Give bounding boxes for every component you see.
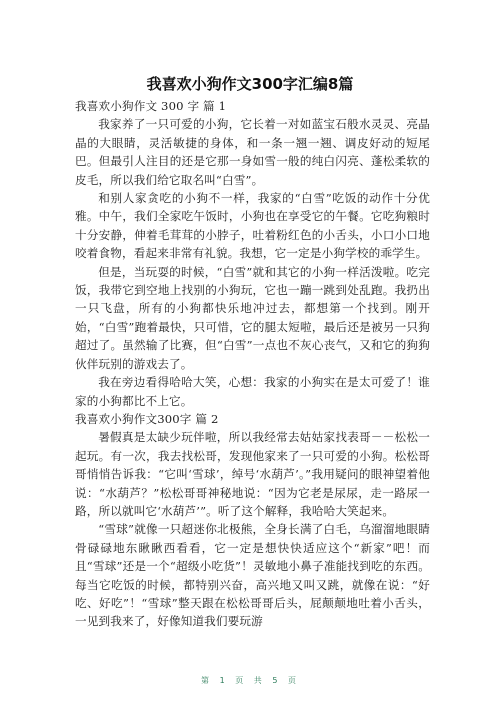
- document-title: 我喜欢小狗作文300字汇编8篇: [146, 75, 354, 93]
- footer-total-label: 共: [253, 676, 265, 685]
- footer-total-pages: 5: [272, 676, 281, 685]
- paragraph: 我在旁边看得哈哈大笑，心想：我家的小狗实在是太可爱了！谁家的小狗都比不上它。: [75, 375, 430, 408]
- document-body: [75, 97, 430, 631]
- section-heading: 我喜欢小狗作文300字 篇 2: [75, 411, 219, 426]
- section-heading: 我喜欢小狗作文 300 字 篇 1: [75, 99, 227, 113]
- paragraph: 和别人家贪吃的小狗不一样，我家的“白雪”吃饭的动作十分优雅。中午，我们全家吃午饭时，小狗也在享受它的午餐。它吃狗粮时十分安静，伸着毛茸茸的小脖子，吐着粉红色的小舌头，小口小口地咬着食物，看起来非常有礼貌。我想，它一定是小狗学校的乖学生。: [75, 191, 430, 261]
- paragraph: 暑假真是太缺少玩伴啦，所以我经常去姑姑家找表哥－－松松一起玩。有一次，我去找松哥，发现他家来了一只可爱的小狗。松松哥哥悄悄告诉我：“它叫‘雪球’，绰号‘水葫芦’。”我用疑问的眼神望着他说：“水葫芦？”松松哥哥神秘地说：“因为它老是尿尿，走一路尿一路，所以就叫它‘水葫芦’”。听了这个解释，我哈哈大笑起来。: [75, 430, 430, 518]
- footer-page-unit: 页: [235, 676, 247, 685]
- page-footer: [0, 676, 500, 686]
- footer-total-unit: 页: [287, 676, 299, 685]
- paragraph: 我家养了一只可爱的小狗，它长着一对如蓝宝石般水灵灵、亮晶晶的大眼睛，灵活敏捷的身体，和一条一翘一翘、调皮好动的短尾巴。但最引人注目的还是它那一身如雪一般的纯白闪亮、蓬松柔软的皮毛，所以我们给它取名叫“白雪”。: [75, 117, 430, 187]
- footer-page-number: 1: [219, 676, 228, 685]
- paragraph: 但是，当玩耍的时候，“白雪”就和其它的小狗一样活泼啦。吃完饭，我带它到空地上找别的小狗玩，它也一蹦一跳到处乱跑。我扔出一只飞盘，所有的小狗都快乐地冲过去，都想第一个找到。刚开始，“白雪”跑着最快，只可惜，它的腿太短啦，最后还是被另一只狗超过了。虽然输了比赛，但“白雪”一点也不灰心丧气，又和它的狗狗伙伴玩别的游戏去了。: [75, 264, 430, 371]
- footer-page-label: 第: [201, 676, 213, 685]
- paragraph: “雪球”就像一只超迷你北极熊，全身长满了白毛，乌溜溜地眼睛骨碌碌地东瞅瞅西看看，它一定是想快快适应这个“新家”吧！而且“雪球”还是一个“超级小吃货”！灵敏地小鼻子准能找到吃的东西。每当它吃饭的时候，都特别兴奋，高兴地又叫又跳，就像在说：“好吃、好吃”！“雪球”整天跟在松松哥哥后头，屁颠颠地吐着小舌头，一见到我来了，好像知道我们要玩游: [75, 522, 430, 629]
